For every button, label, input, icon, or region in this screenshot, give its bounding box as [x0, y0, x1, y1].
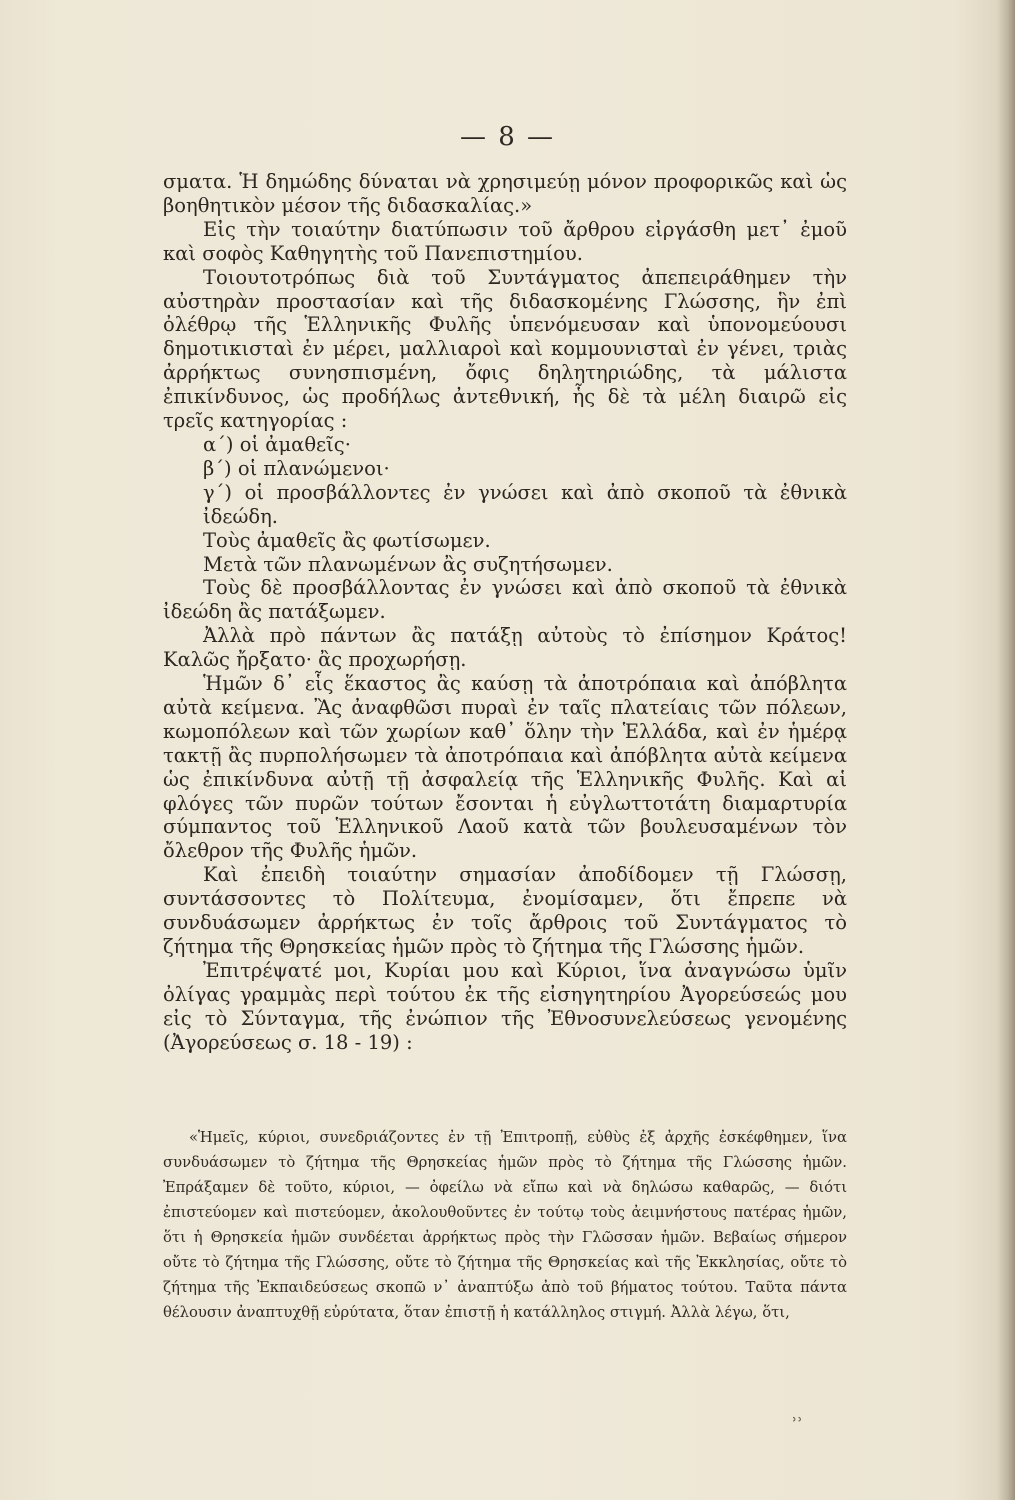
page-number: — 8 —	[459, 122, 556, 152]
paragraph: Μετὰ τῶν πλανωμένων ἂς συζητήσωμεν.	[203, 552, 613, 576]
paragraph: Ἡμῶν δ᾽ εἷς ἕκαστος ἂς καύσῃ τὰ ἀποτρόπαια καὶ ἀπόβλητα αὐτὰ κείμενα. Ἂς ἀναφθῶσι πυραὶ ἐν ταῖς πλατείαις τῶν πόλεων, κωμοπόλεων καὶ τῶν χωρίων καθ᾽ ὅλην τὴν Ἑλλάδα, καὶ ἐν ἡμέρᾳ τακτῇ ἂς πυρπολήσωμεν τὰ ἀποτρόπαια καὶ ἀπόβλητα αὐτὰ κείμενα ὡς ἐπικίνδυνα αὐτῇ τῇ ἀσφαλείᾳ τῆς Ἑλληνικῆς Φυλῆς. Καὶ αἱ φλόγες τῶν πυρῶν τούτων ἔσονται ἡ εὐγλωττοτάτη διαμαρτυρία σύμπαντος τοῦ Ἑλληνικοῦ Λαοῦ κατὰ τῶν βουλευσαμένων τὸν ὄλεθρον τῆς Φυλῆς ἡμῶν.	[163, 672, 847, 863]
paragraph: Ἐπιτρέψατέ μοι, Κυρίαι μου καὶ Κύριοι, ἵνα ἀναγνώσω ὑμῖν ὀλίγας γραμμὰς περὶ τούτου ἐκ τῆς εἰσηγητηρίου Ἀγορεύσεώς μου εἰς τὸ Σύνταγμα, τῆς ἐνώπιον τῆς Ἐθνοσυνελεύσεως γενομένης (Ἀγορεύσεως σ. 18 - 19) :	[163, 958, 847, 1054]
paragraph: Ἀλλὰ πρὸ πάντων ἂς πατάξῃ αὐτοὺς τὸ ἐπίσημον Κράτος! Καλῶς ἤρξατο· ἂς προχωρήσῃ.	[163, 624, 847, 672]
page-edge-shadow	[997, 0, 1015, 1500]
paragraph: σματα. Ἡ δημώδης δύναται νὰ χρησιμεύῃ μόνον προφορικῶς καὶ ὡς βοηθητικὸν μέσον τῆς διδασκαλίας.»	[163, 170, 847, 217]
paragraph: Τοὺς δὲ προσβάλλοντας ἐν γνώσει καὶ ἀπὸ σκοποῦ τὰ ἐθνικὰ ἰδεώδη ἂς πατάξωμεν.	[163, 576, 847, 624]
main-text	[163, 170, 847, 1055]
quote-text: «Ἡμεῖς, κύριοι, συνεδριάζοντες ἐν τῇ Ἐπιτροπῇ, εὐθὺς ἐξ ἀρχῆς ἐσκέφθημεν, ἵνα συνδυάσωμεν τὸ ζήτημα τῆς Θρησκείας ἡμῶν πρὸς τὸ ζήτημα τῆς Γλώσσης ἡμῶν. Ἐπράξαμεν δὲ τοῦτο, κύριοι, — ὀφείλω νὰ εἴπω καὶ νὰ δηλώσω καθαρῶς, — διότι ἐπιστεύομεν καὶ πιστεύομεν, ἀκολουθοῦντες ἐν τούτῳ τοὺς ἀειμνήστους πατέρας ἡμῶν, ὅτι ἡ Θρησκεία ἡμῶν συνδέεται ἀρρήκτως πρὸς τὴν Γλῶσσαν ἡμῶν. Βεβαίως σήμερον οὔτε τὸ ζήτημα τῆς Γλώσσης, οὔτε τὸ ζήτημα τῆς Θρησκείας καὶ τῆς Ἐκκλησίας, οὔτε τὸ ζήτημα τῆς Ἐκπαιδεύσεως σκοπῶ ν᾽ ἀναπτύξω ἀπὸ τοῦ βήματος τούτου. Ταῦτα πάντα θέλουσιν ἀναπτυχθῇ εὐρύτατα, ὅταν ἐπιστῇ ἡ κατάλληλος στιγμή. Ἀλλὰ λέγω, ὅτι,	[163, 1129, 847, 1321]
paragraph: Εἰς τὴν τοιαύτην διατύπωσιν τοῦ ἄρθρου εἰργάσθη μετ᾽ ἐμοῦ καὶ σοφὸς Καθηγητὴς τοῦ Πανεπιστημίου.	[163, 217, 847, 265]
quoted-speech	[163, 1125, 847, 1325]
paragraph: Τοιουτοτρόπως διὰ τοῦ Συντάγματος ἀπεπειράθημεν τὴν αὐστηρὰν προστασίαν καὶ τῆς διδασκομένης Γλώσσης, ἣν ἐπὶ ὀλέθρῳ τῆς Ἑλληνικῆς Φυλῆς ὑπενόμευσαν καὶ ὑπονομεύουσι δημοτικισταὶ ἐν μέρει, μαλλιαροὶ καὶ κομμουνισταὶ ἐν γένει, τριὰς ἀρρήκτως συνησπισμένη, ὄφις δηλητηριώδης, τὰ μάλιστα ἐπικίνδυνος, ὡς προδήλως ἀντεθνική, ἧς δὲ τὰ μέλη διαιρῶ εἰς τρεῖς κατηγορίας :	[163, 265, 847, 433]
list-item: α΄) οἱ ἀμαθεῖς·	[203, 432, 351, 456]
list-item: γ΄) οἱ προσβάλλοντες ἐν γνώσει καὶ ἀπὸ σκοποῦ τὰ ἐθνικὰ ἰδεώδη.	[203, 480, 847, 528]
paragraph: Τοὺς ἀμαθεῖς ἂς φωτίσωμεν.	[203, 528, 491, 552]
margin-mark: ˒˒	[792, 1410, 804, 1431]
paragraph: Καὶ ἐπειδὴ τοιαύτην σημασίαν ἀποδίδομεν τῇ Γλώσσῃ, συντάσσοντες τὸ Πολίτευμα, ἐνομίσαμεν, ὅτι ἔπρεπε νὰ συνδυάσωμεν ἀρρήκτως ἐν τοῖς ἄρθροις τοῦ Συντάγματος τὸ ζήτημα τῆς Θρησκείας ἡμῶν πρὸς τὸ ζήτημα τῆς Γλώσσης ἡμῶν.	[163, 863, 847, 958]
list-item: β΄) οἱ πλανώμενοι·	[203, 456, 390, 480]
